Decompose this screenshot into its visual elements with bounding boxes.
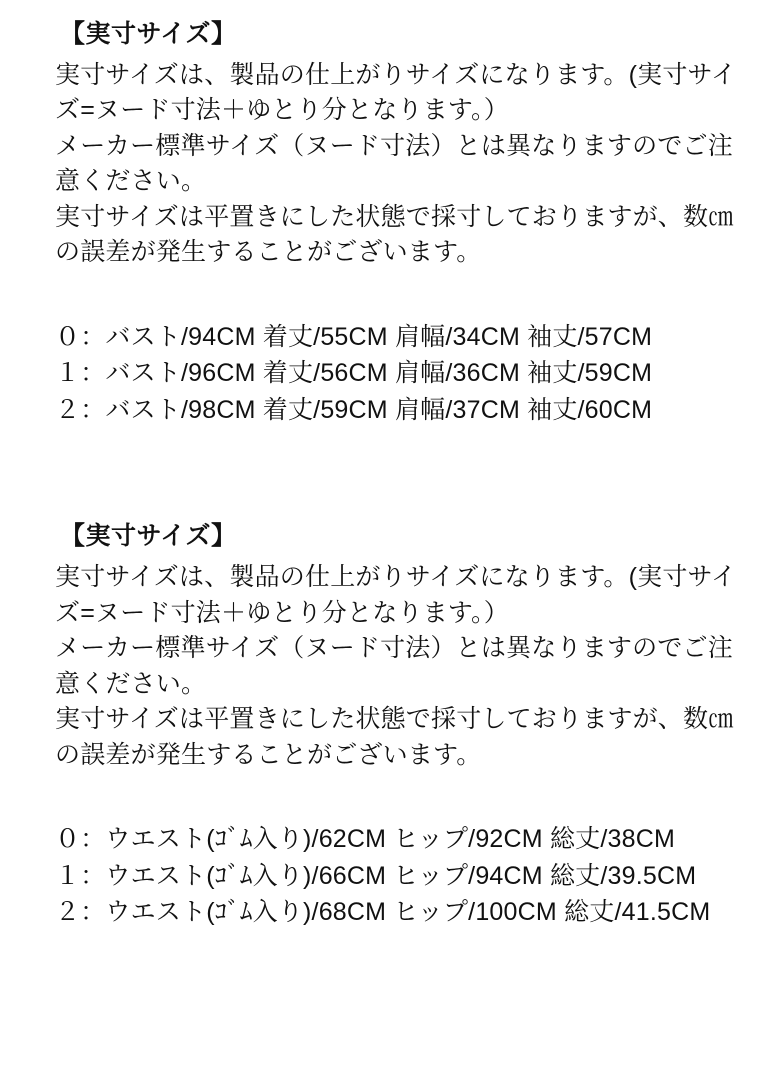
measurement-row: ０：バスト/94CM 着丈/55CM 肩幅/34CM 袖丈/57CM — [55, 322, 653, 351]
size-note-tolerance-bottoms: 実寸サイズは平置きにした状態で採寸しておりますが、数㎝の誤差が発生することがございます。 — [55, 705, 734, 769]
measurement-row: ０：ウエスト(ｺﾞﾑ入り)/62CM ヒップ/92CM 総丈/38CM — [55, 825, 675, 853]
section-heading-bottoms: 【実寸サイズ】 — [60, 522, 237, 551]
measurement-row: ２：バスト/98CM 着丈/59CM 肩幅/37CM 袖丈/60CM — [55, 395, 653, 424]
measurement-list-tops — [55, 319, 744, 429]
size-note-definition-tops: 実寸サイズは、製品の仕上がりサイズになります。(実寸サイズ=ヌード寸法＋ゆとり分となります。） — [55, 60, 737, 125]
size-note-definition-bottoms: 実寸サイズは、製品の仕上がりサイズになります。(実寸サイズ=ヌード寸法＋ゆとり分となります。） — [55, 563, 737, 627]
measurement-list-bottoms — [55, 821, 744, 931]
measurement-row: １：バスト/96CM 着丈/56CM 肩幅/36CM 袖丈/59CM — [55, 359, 653, 388]
section-heading-tops: 【実寸サイズ】 — [60, 20, 237, 48]
spacer-tops — [55, 271, 744, 319]
size-note-tolerance-tops: 実寸サイズは平置きにした状態で採寸しておりますが、数㎝の誤差が発生することがございます。 — [55, 202, 734, 267]
spacer-bottoms — [55, 773, 744, 821]
measurement-row: ２：ウエスト(ｺﾞﾑ入り)/68CM ヒップ/100CM 総丈/41.5CM — [55, 898, 711, 926]
size-note-standard-tops: メーカー標準サイズ（ヌード寸法）とは異なりますのでご注意ください。 — [55, 131, 733, 196]
section-spacer — [55, 428, 744, 520]
size-section-tops — [55, 18, 744, 428]
size-note-standard-bottoms: メーカー標準サイズ（ヌード寸法）とは異なりますのでご注意ください。 — [55, 634, 733, 698]
size-section-bottoms — [55, 520, 744, 930]
measurement-row: １：ウエスト(ｺﾞﾑ入り)/66CM ヒップ/94CM 総丈/39.5CM — [55, 861, 697, 890]
